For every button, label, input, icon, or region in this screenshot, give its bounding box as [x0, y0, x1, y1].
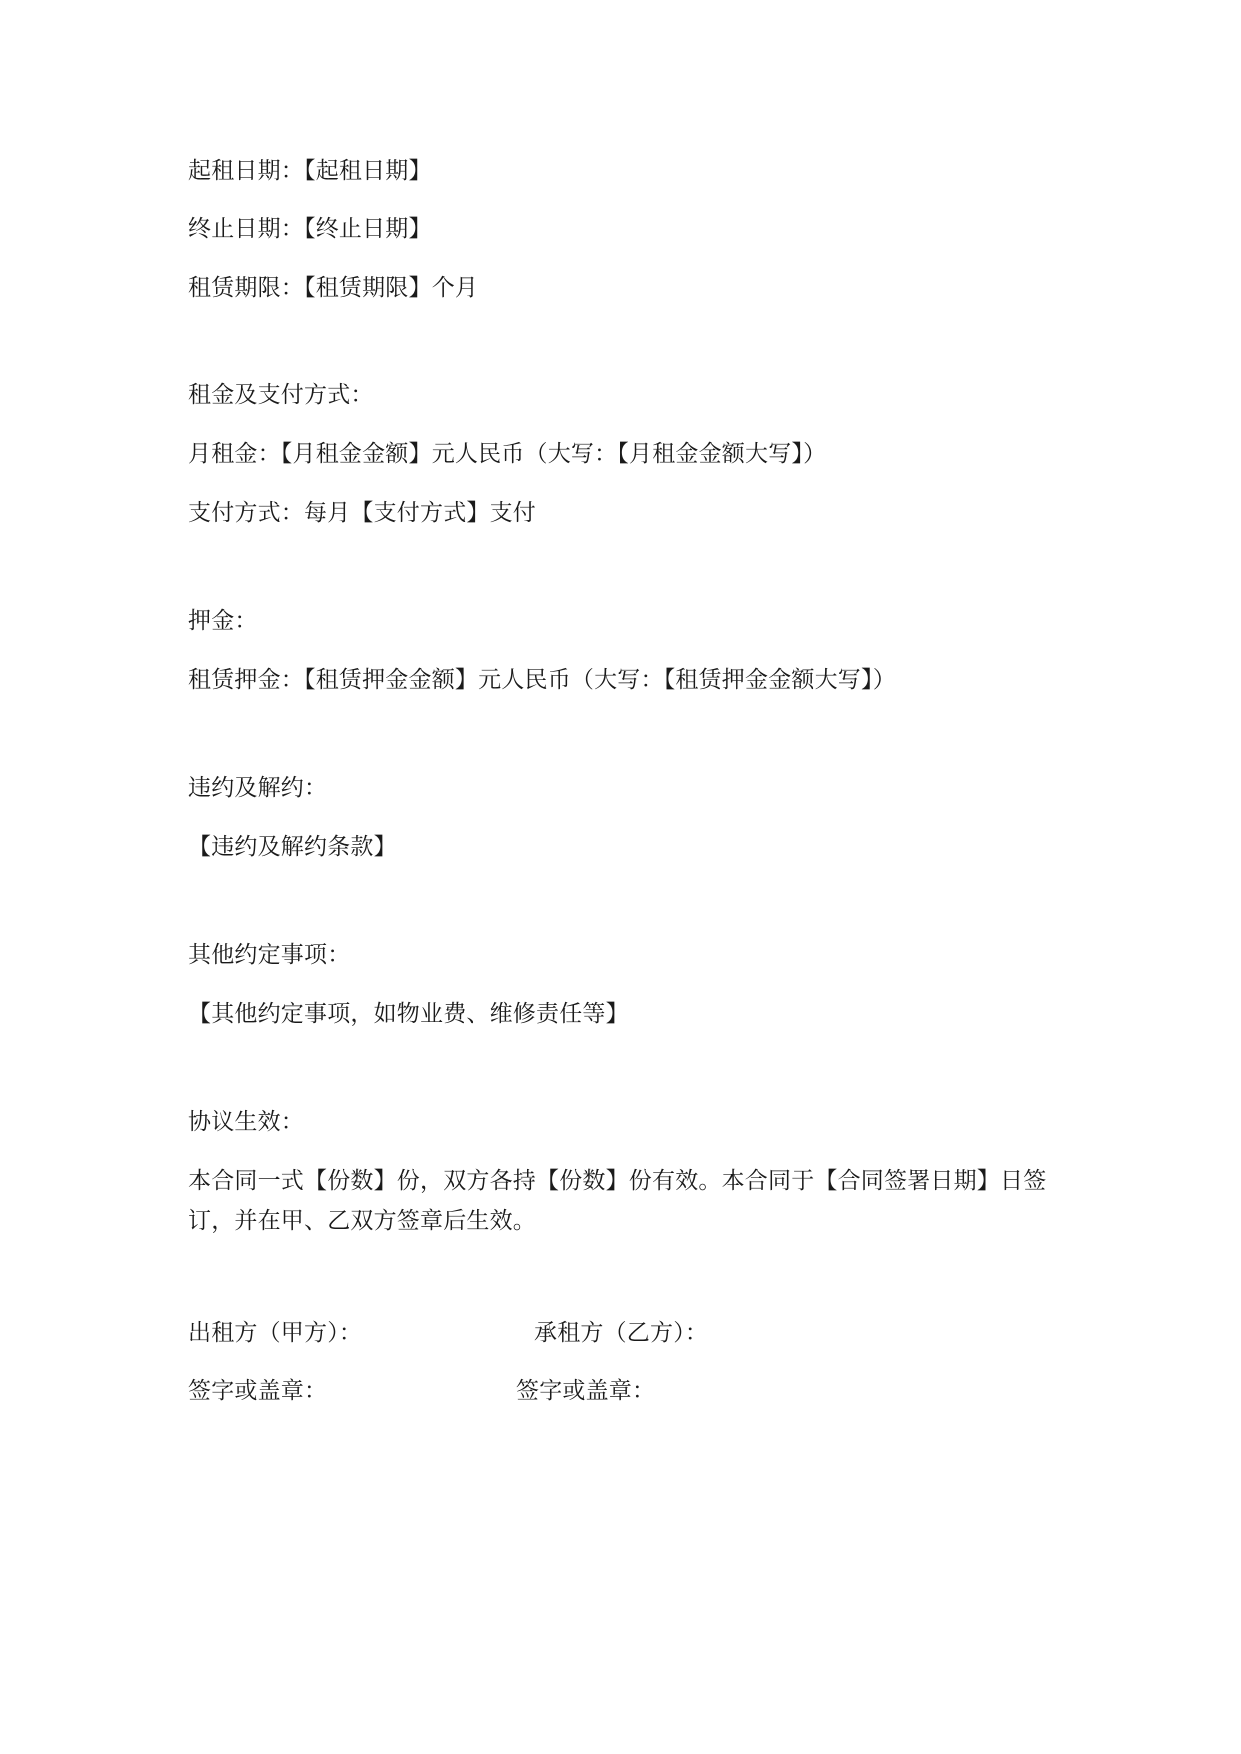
start-date-line: 起租日期：【起租日期】 — [188, 158, 432, 184]
payment-method-line: 支付方式：每月【支付方式】支付 — [188, 500, 536, 526]
other-terms-clause-line: 【其他约定事项，如物业费、维修责任等】 — [188, 1001, 629, 1027]
effect-paragraph: 本合同一式【份数】份，双方各持【份数】份有效。本合同于【合同签署日期】日签订，并在甲、乙双方签章后生效。 — [188, 1168, 1047, 1234]
effect-heading: 协议生效： — [188, 1109, 304, 1135]
deposit-amount-line: 租赁押金：【租赁押金金额】元人民币（大写：【租赁押金金额大写】） — [188, 667, 896, 693]
end-date-line: 终止日期：【终止日期】 — [188, 216, 432, 242]
breach-clause-line: 【违约及解约条款】 — [188, 834, 397, 860]
deposit-heading: 押金： — [188, 608, 258, 634]
breach-heading: 违约及解约： — [188, 775, 328, 801]
other-terms-heading: 其他约定事项： — [188, 942, 351, 968]
lessee-signature-label: 签字或盖章： — [516, 1378, 656, 1404]
rent-heading: 租金及支付方式： — [188, 382, 374, 408]
lessee-label: 承租方（乙方）： — [534, 1320, 709, 1346]
monthly-rent-line: 月租金：【月租金金额】元人民币（大写：【月租金金额大写】） — [188, 441, 827, 467]
lessor-signature-label: 签字或盖章： — [188, 1378, 328, 1404]
lease-duration-line: 租赁期限：【租赁期限】个月 — [188, 275, 479, 301]
lessor-label: 出租方（甲方）： — [188, 1320, 363, 1346]
